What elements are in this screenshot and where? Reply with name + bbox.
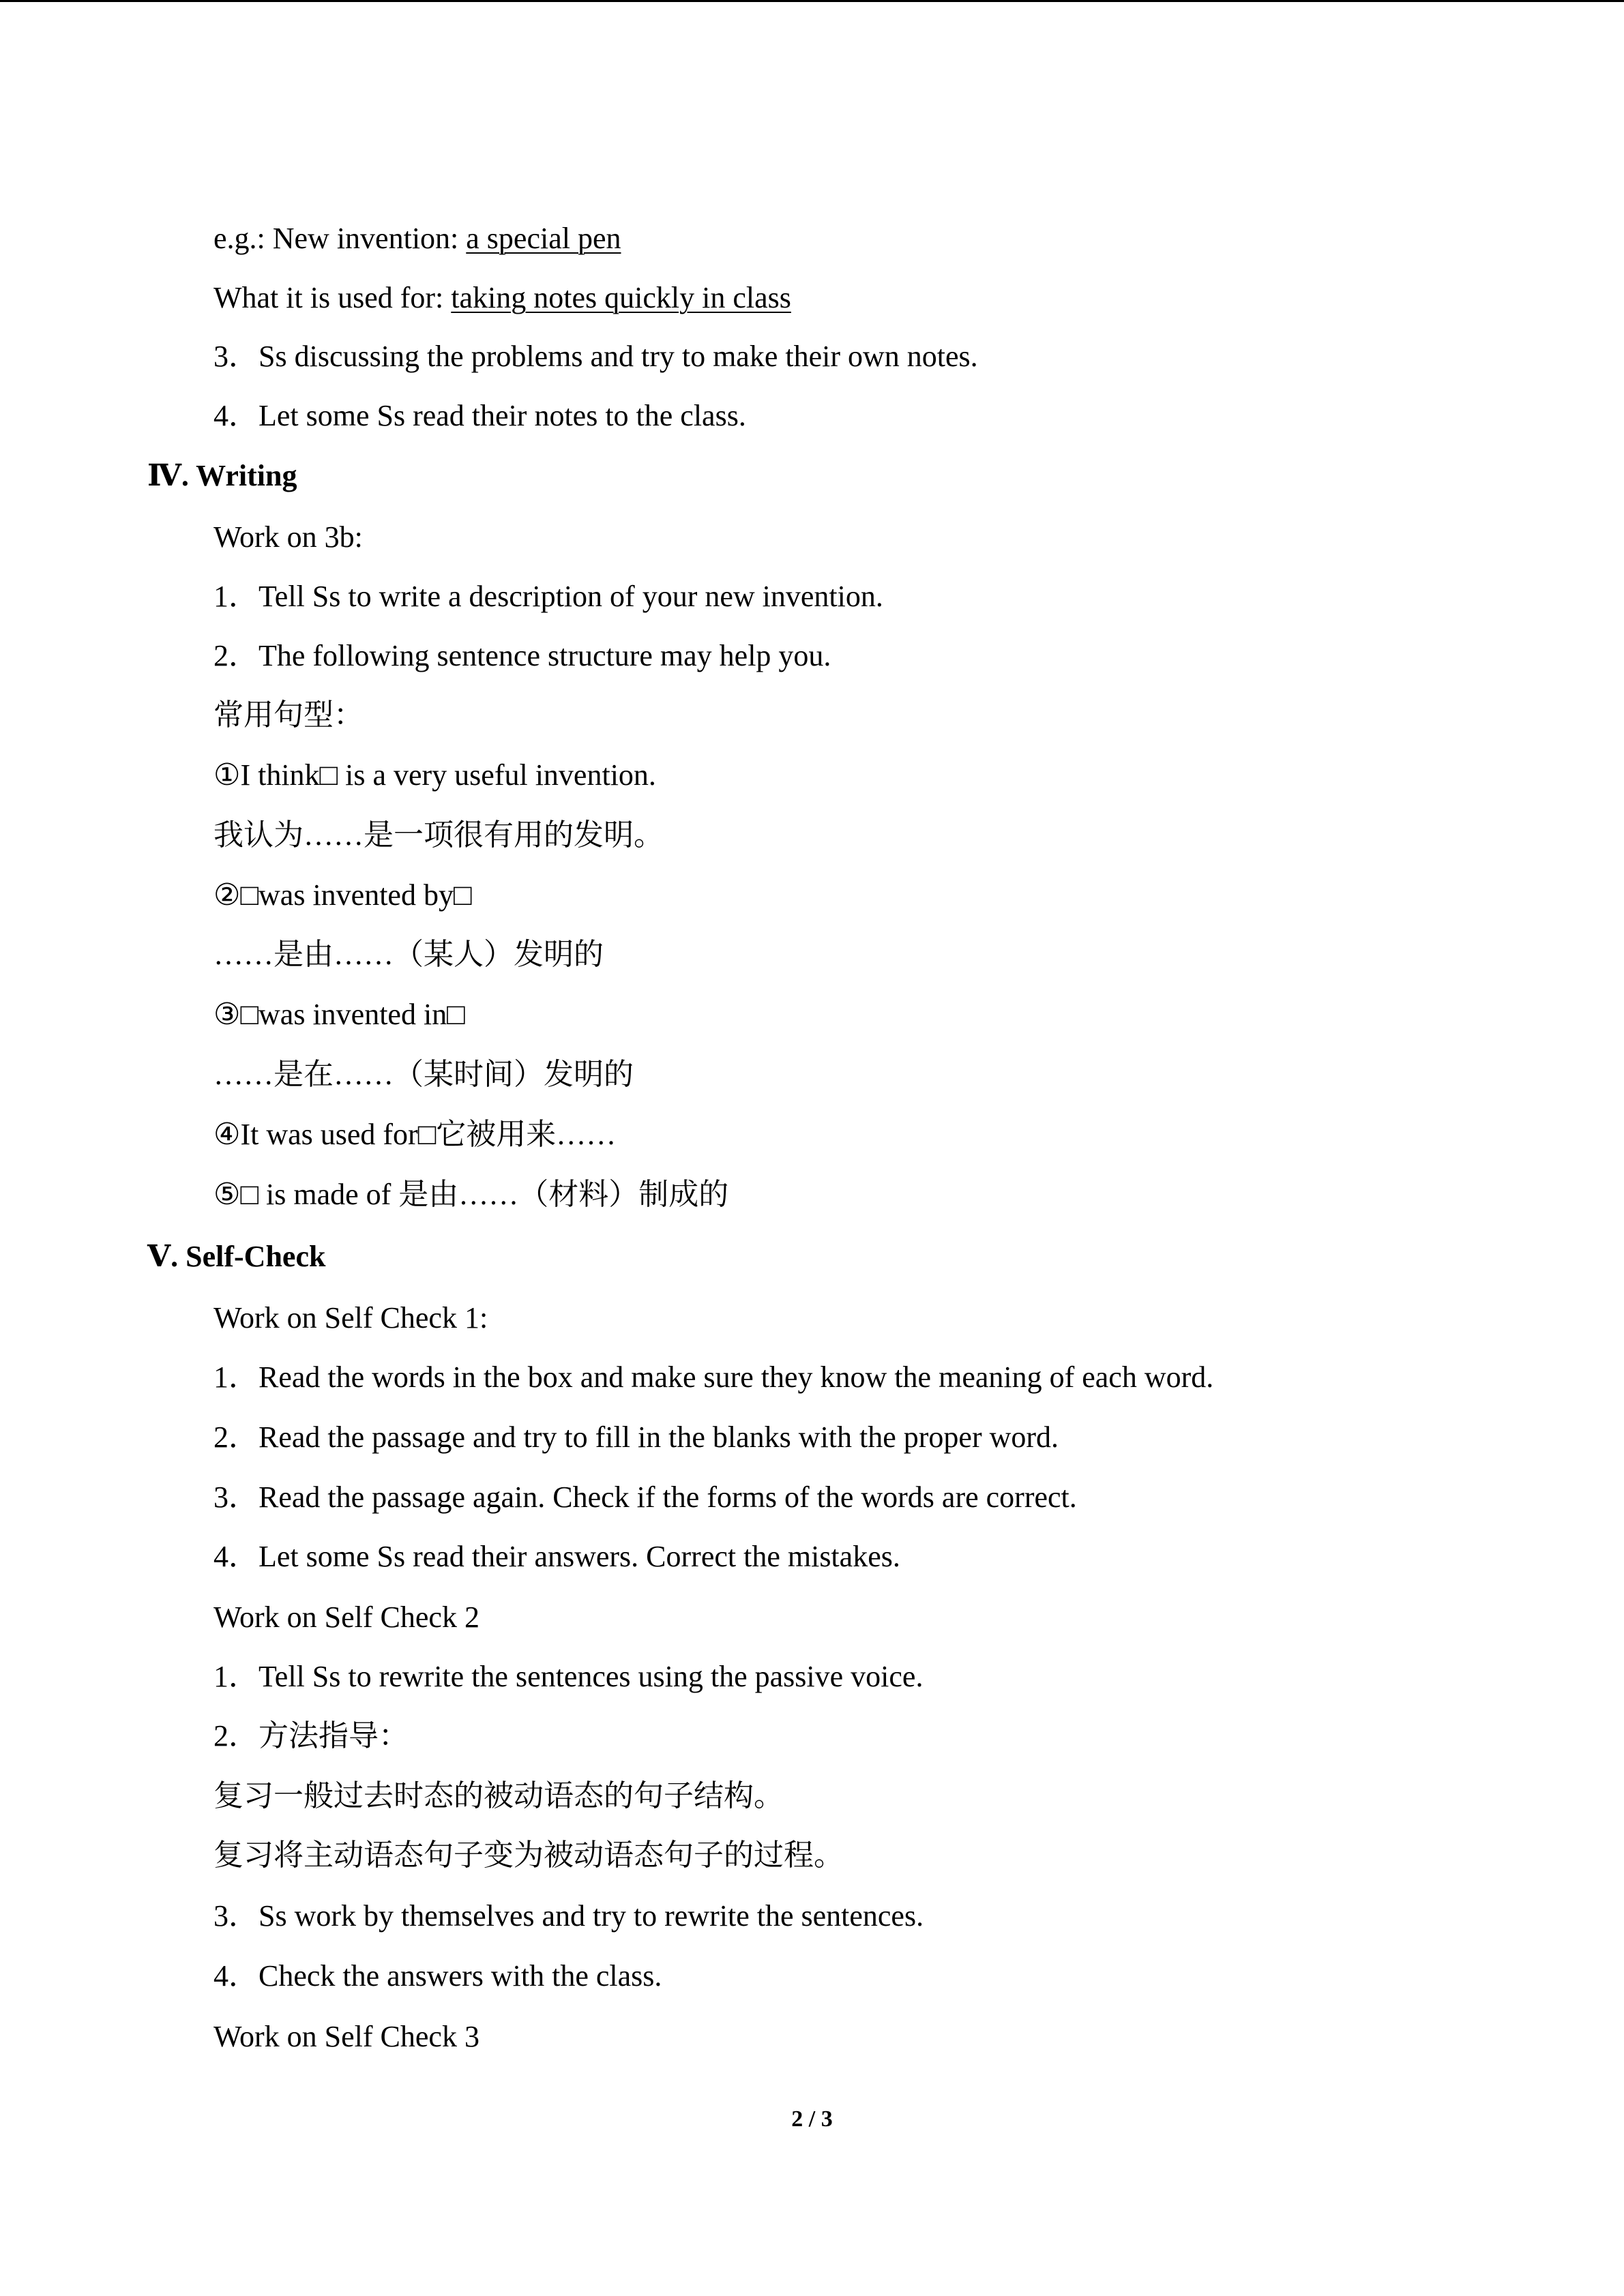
self-check-3-title: Work on Self Check 3 [213,2020,479,2053]
page-number: 2 / 3 [791,2106,833,2132]
example-used-line [213,279,791,317]
list-item: 1．Tell Ss to rewrite the sentences using the passive voice. [213,1660,924,1693]
list-item: 4．Let some Ss read their answers. Correct the mistakes. [213,1540,900,1573]
list-item: 4．Let some Ss read their notes to the class. [213,399,746,432]
self-check-1-title: Work on Self Check 1: [213,1301,488,1335]
example-used-value: taking notes quickly in class [451,281,791,314]
example-used-prefix: What it is used for: [213,281,452,314]
list-item: 2．Read the passage and try to fill in the blanks with the proper word. [213,1420,1059,1454]
list-item: 4．Check the answers with the class. [213,1959,662,1993]
list-item: 1．Tell Ss to write a description of your new invention. [213,580,883,613]
patterns-label: 常用句型： [213,698,364,732]
example-invention-value: a special pen [466,222,621,255]
list-item: 1．Read the words in the box and make sure they know the meaning of each word. [213,1360,1214,1394]
list-item: 复习将主动语态句子变为被动语态句子的过程。 [213,1838,844,1872]
example-invention-line [213,220,621,258]
pattern-line: ①I think□ is a very useful invention. [213,758,656,792]
list-item: 3．Read the passage again. Check if the forms of the words are correct. [213,1480,1077,1514]
pattern-line: ⑤□ is made of 是由……（材料）制成的 [213,1178,729,1211]
list-item: 3．Ss work by themselves and try to rewrite the sentences. [213,1899,924,1933]
pattern-line: ……是由……（某人）发明的 [213,938,604,971]
example-invention-prefix: e.g.: New invention: [213,222,467,255]
section-heading-self-check: Ⅴ. Self-Check [147,1240,326,1273]
pattern-line: 我认为……是一项很有用的发明。 [213,818,664,852]
self-check-2-title: Work on Self Check 2 [213,1600,479,1634]
list-item: 2．The following sentence structure may help you. [213,639,831,672]
list-item: 复习一般过去时态的被动语态的句子结构。 [213,1779,784,1813]
section-heading-writing: Ⅳ. Writing [147,459,297,492]
pattern-line: ②□was invented by□ [213,878,472,912]
list-item: 2．方法指导： [213,1719,409,1753]
pattern-line: ③□was invented in□ [213,998,465,1031]
writing-intro: Work on 3b: [213,520,363,554]
top-border [0,0,1624,2]
list-item: 3．Ss discussing the problems and try to make their own notes. [213,340,978,373]
pattern-line: ④It was used for□它被用来…… [213,1118,617,1151]
pattern-line: ……是在……（某时间）发明的 [213,1058,634,1091]
